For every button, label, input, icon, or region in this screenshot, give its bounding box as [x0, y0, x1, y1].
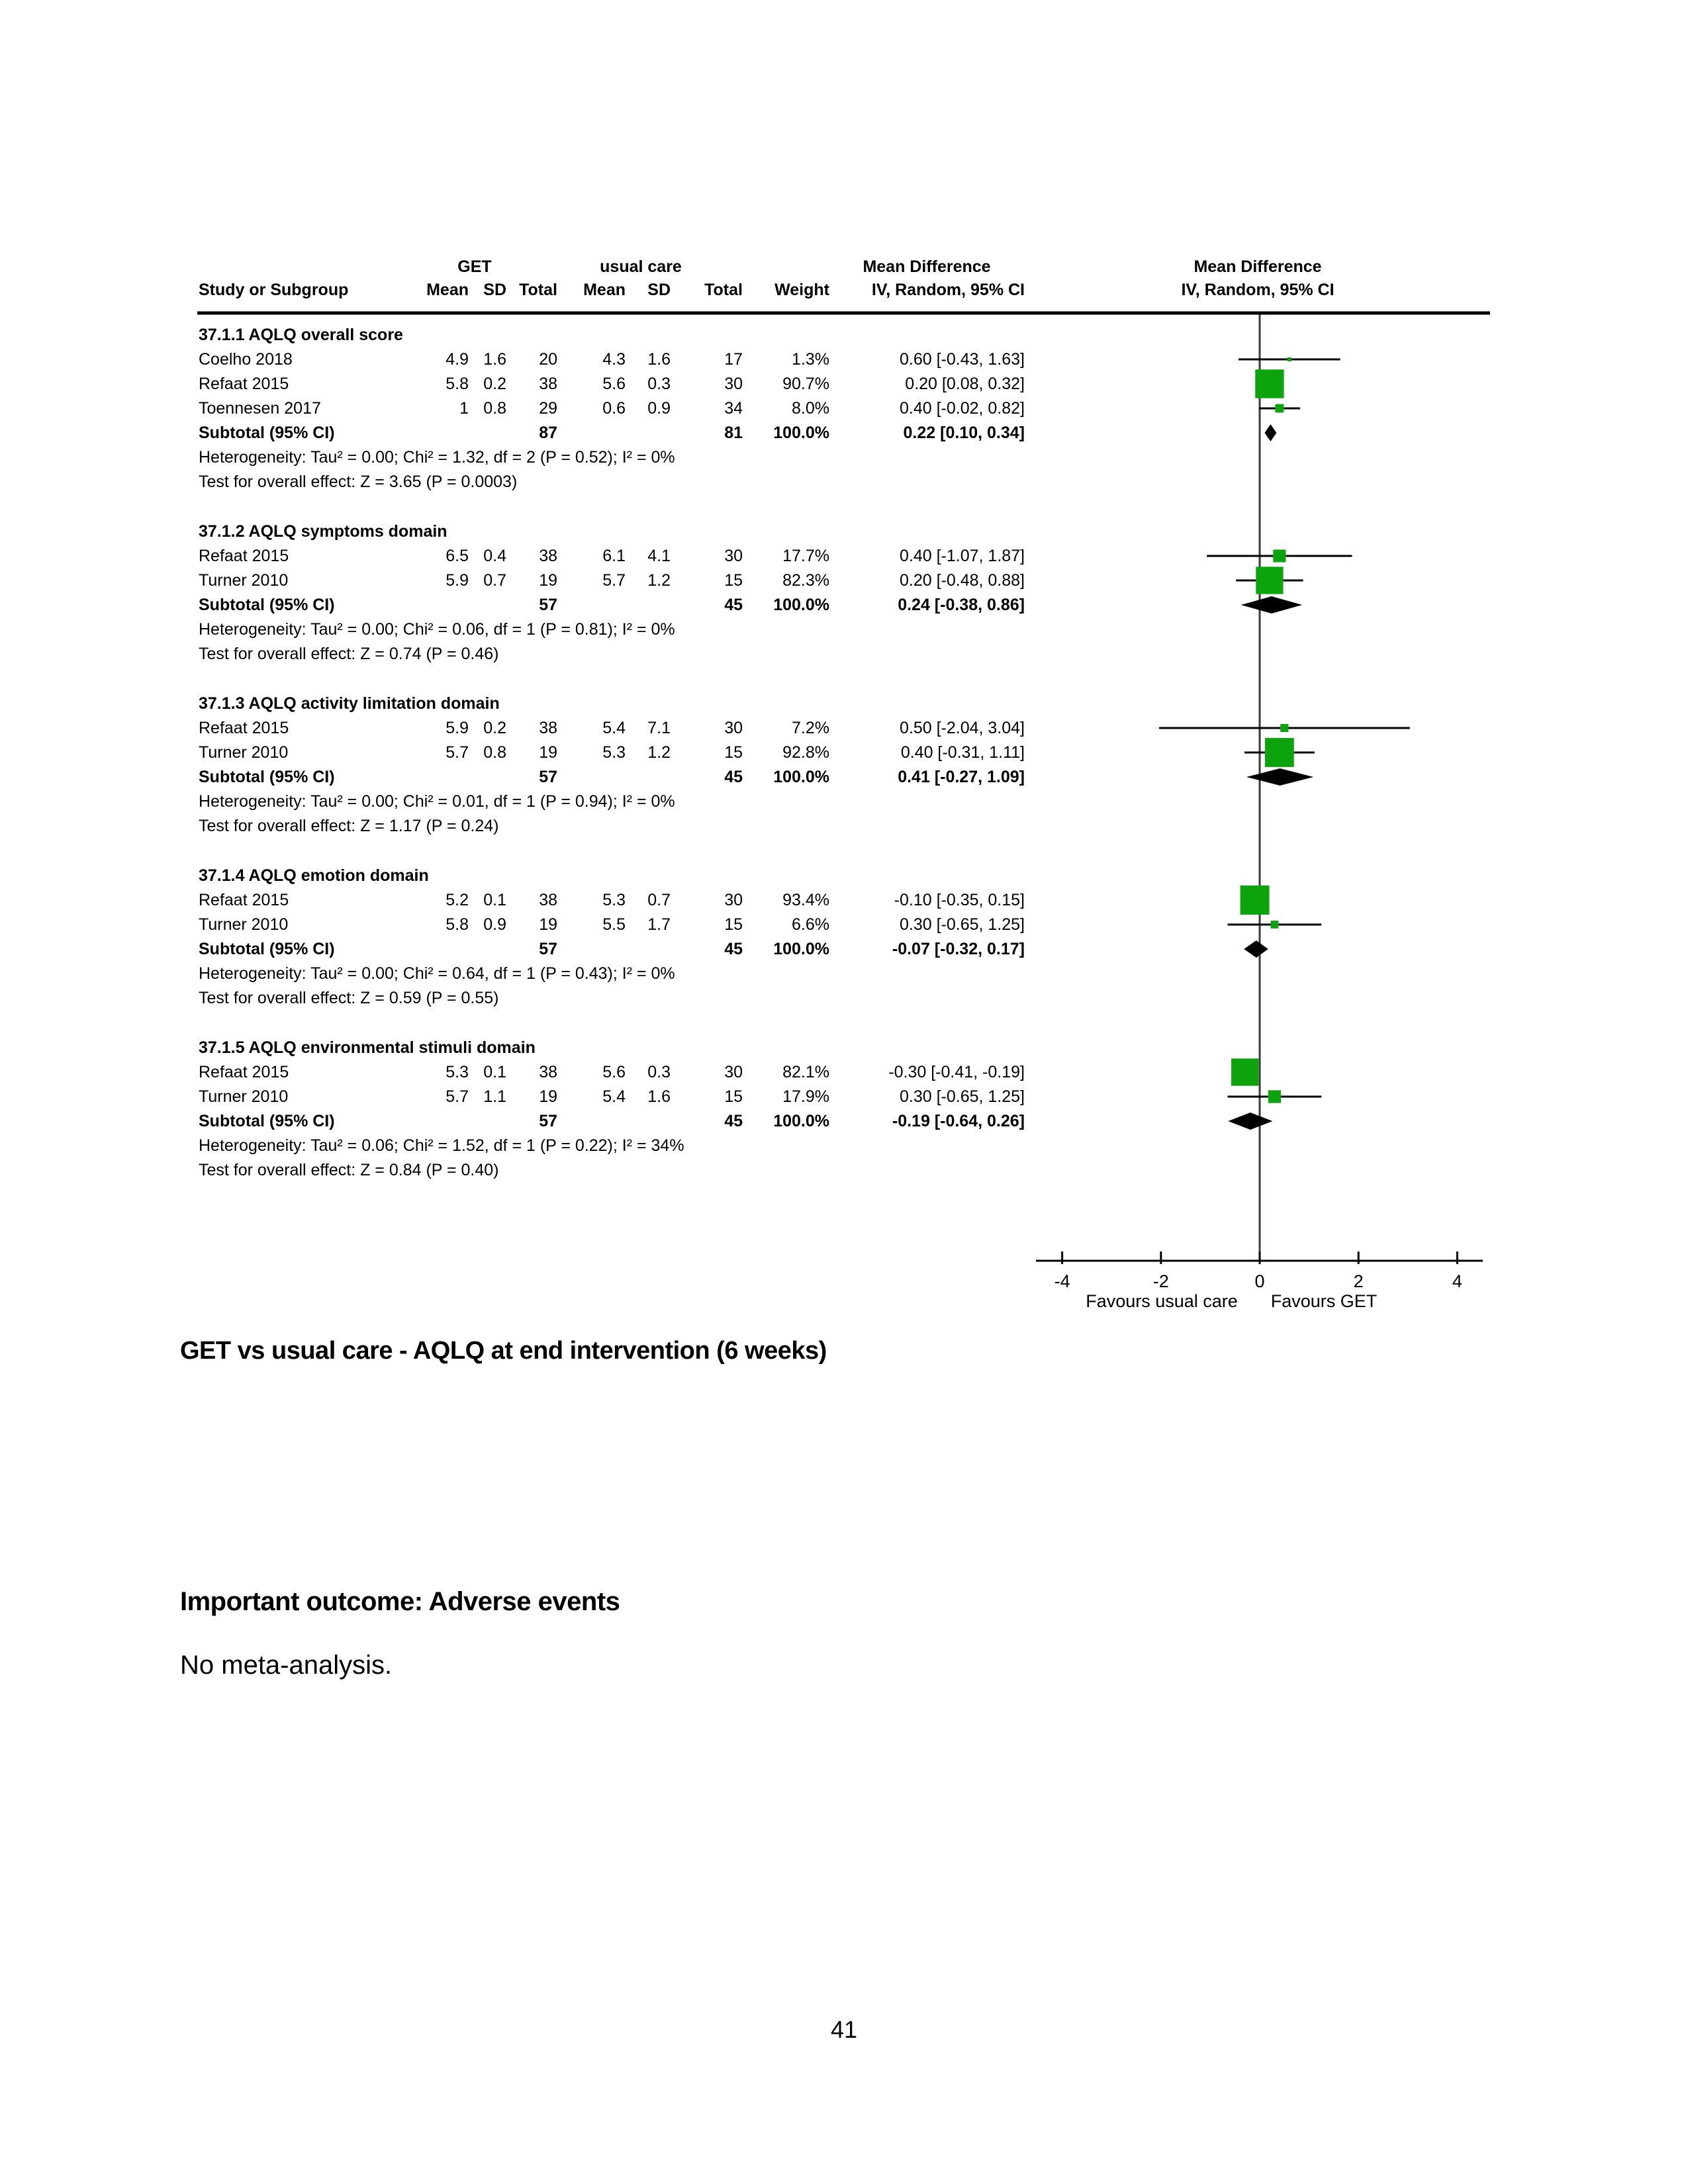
header-ci-text: IV, Random, 95% CI: [871, 281, 1025, 299]
subtotal-weight: 100.0%: [773, 596, 829, 614]
header-mean1: Mean: [426, 281, 469, 299]
study-square: [1273, 549, 1286, 562]
header-total2: Total: [704, 281, 743, 299]
study-sd1: 0.4: [483, 547, 506, 565]
subtotal-weight: 100.0%: [773, 424, 829, 442]
study-weight: 93.4%: [782, 891, 829, 909]
study-sd2: 1.7: [647, 915, 671, 934]
study-total2: 15: [724, 571, 743, 590]
study-mean2: 5.7: [602, 571, 626, 590]
x-axis-tick-label: 4: [1452, 1271, 1462, 1291]
study-total2: 30: [724, 891, 743, 909]
study-sd2: 0.9: [647, 399, 671, 418]
study-total1: 19: [539, 915, 557, 934]
x-axis-tick-label: 2: [1353, 1271, 1364, 1291]
body-text: No meta-analysis.: [180, 1651, 393, 1680]
subtotal-total1: 87: [539, 424, 557, 442]
subtotal-effect-label: 0.41 [-0.27, 1.09]: [898, 768, 1025, 786]
study-mean2: 5.3: [602, 743, 626, 762]
study-sd1: 1.1: [483, 1087, 506, 1106]
header-weight: Weight: [774, 281, 829, 299]
subtotal-label: Subtotal (95% CI): [199, 596, 335, 614]
study-name: Refaat 2015: [199, 375, 289, 393]
subtotal-total2: 45: [724, 768, 743, 786]
subtotal-diamond: [1241, 596, 1303, 614]
study-mean1: 5.7: [445, 743, 469, 762]
study-total1: 19: [539, 1087, 557, 1106]
page-number: 41: [830, 2016, 858, 2043]
study-sd2: 0.3: [647, 375, 671, 393]
figure-caption: GET vs usual care - AQLQ at end intervention (6 weeks): [180, 1337, 827, 1365]
header-effect-text: Mean Difference: [863, 257, 991, 276]
header-mean2: Mean: [583, 281, 626, 299]
subtotal-effect-label: 0.22 [0.10, 0.34]: [903, 424, 1025, 442]
subtotal-label: Subtotal (95% CI): [199, 424, 335, 442]
study-square: [1275, 404, 1284, 413]
study-square: [1288, 357, 1291, 361]
study-mean2: 5.5: [602, 915, 626, 934]
study-square: [1256, 567, 1283, 594]
subtotal-effect-label: -0.19 [-0.64, 0.26]: [892, 1112, 1025, 1130]
study-sd1: 0.8: [483, 399, 506, 418]
subtotal-diamond: [1244, 940, 1268, 958]
subgroup-title: 37.1.1 AQLQ overall score: [199, 326, 403, 344]
study-mean1: 5.7: [445, 1087, 469, 1106]
study-effect-label: 0.40 [-0.31, 1.11]: [900, 743, 1025, 762]
study-name: Refaat 2015: [199, 891, 289, 909]
study-name: Refaat 2015: [199, 547, 289, 565]
study-mean2: 4.3: [602, 350, 626, 369]
study-mean1: 5.3: [445, 1063, 469, 1081]
heterogeneity-text: Heterogeneity: Tau² = 0.00; Chi² = 1.32, df = 2 (P = 0.52); I² = 0%: [199, 448, 675, 467]
favours-left-label: Favours usual care: [1086, 1291, 1238, 1311]
study-effect-label: 0.40 [-0.02, 0.82]: [899, 399, 1025, 418]
overall-effect-text: Test for overall effect: Z = 0.59 (P = 0.55): [199, 989, 499, 1007]
subtotal-total2: 45: [724, 940, 743, 958]
study-total2: 15: [724, 743, 743, 762]
header-sd1: SD: [483, 281, 506, 299]
subtotal-label: Subtotal (95% CI): [199, 1112, 335, 1130]
study-sd2: 1.6: [647, 1087, 671, 1106]
header-effect-plot: Mean Difference: [1194, 257, 1322, 276]
subtotal-total2: 45: [724, 596, 743, 614]
study-weight: 1.3%: [792, 350, 829, 369]
study-total2: 34: [724, 399, 743, 418]
study-total1: 29: [539, 399, 557, 418]
study-mean2: 5.6: [602, 1063, 626, 1081]
study-total2: 30: [724, 547, 743, 565]
subtotal-total2: 81: [724, 424, 743, 442]
study-total1: 38: [539, 719, 557, 737]
study-mean2: 0.6: [602, 399, 626, 418]
header-total1: Total: [519, 281, 557, 299]
study-weight: 8.0%: [792, 399, 829, 418]
header-sd2: SD: [647, 281, 671, 299]
subtotal-total1: 57: [539, 940, 557, 958]
study-name: Coelho 2018: [199, 350, 293, 369]
study-mean1: 1: [459, 399, 469, 418]
study-name: Refaat 2015: [199, 1063, 289, 1081]
study-sd2: 0.7: [647, 891, 671, 909]
study-total1: 38: [539, 547, 557, 565]
study-square: [1255, 369, 1284, 398]
header-ci-plot: IV, Random, 95% CI: [1181, 281, 1335, 299]
x-axis-tick-label: -4: [1054, 1271, 1070, 1291]
subtotal-weight: 100.0%: [773, 768, 829, 786]
study-effect-label: 0.60 [-0.43, 1.63]: [899, 350, 1025, 369]
study-name: Toennesen 2017: [199, 399, 321, 418]
study-effect-label: 0.20 [-0.48, 0.88]: [899, 571, 1025, 590]
study-mean2: 5.4: [602, 719, 626, 737]
study-mean2: 6.1: [602, 547, 626, 565]
subgroup-title: 37.1.2 AQLQ symptoms domain: [199, 522, 447, 541]
study-total1: 38: [539, 375, 557, 393]
study-name: Turner 2010: [199, 743, 289, 762]
study-effect-label: 0.50 [-2.04, 3.04]: [899, 719, 1025, 737]
study-name: Turner 2010: [199, 1087, 289, 1106]
header-group1: GET: [457, 257, 492, 276]
study-sd2: 7.1: [647, 719, 671, 737]
study-total2: 15: [724, 915, 743, 934]
study-mean1: 5.9: [445, 719, 469, 737]
study-total1: 20: [539, 350, 557, 369]
study-sd2: 4.1: [647, 547, 671, 565]
heterogeneity-text: Heterogeneity: Tau² = 0.00; Chi² = 0.64, df = 1 (P = 0.43); I² = 0%: [199, 964, 675, 983]
study-name: Refaat 2015: [199, 719, 289, 737]
study-total1: 19: [539, 571, 557, 590]
study-sd2: 0.3: [647, 1063, 671, 1081]
header-study-col: Study or Subgroup: [199, 281, 349, 299]
x-axis-tick-label: -2: [1152, 1271, 1169, 1291]
subtotal-label: Subtotal (95% CI): [199, 768, 335, 786]
study-sd1: 0.1: [483, 1063, 506, 1081]
study-mean1: 5.2: [445, 891, 469, 909]
study-square: [1280, 724, 1288, 732]
study-square: [1268, 1090, 1281, 1103]
study-total2: 15: [724, 1087, 743, 1106]
study-effect-label: -0.10 [-0.35, 0.15]: [894, 891, 1025, 909]
study-sd2: 1.2: [647, 571, 671, 590]
subgroup-title: 37.1.3 AQLQ activity limitation domain: [199, 694, 500, 713]
subgroup-title: 37.1.5 AQLQ environmental stimuli domain: [199, 1038, 536, 1057]
study-weight: 17.9%: [782, 1087, 829, 1106]
overall-effect-text: Test for overall effect: Z = 0.74 (P = 0.46): [199, 645, 499, 663]
heterogeneity-text: Heterogeneity: Tau² = 0.06; Chi² = 1.52, df = 1 (P = 0.22); I² = 34%: [199, 1136, 684, 1155]
study-effect-label: 0.30 [-0.65, 1.25]: [899, 1087, 1025, 1106]
study-sd1: 0.7: [483, 571, 506, 590]
study-effect-label: 0.40 [-1.07, 1.87]: [899, 547, 1025, 565]
study-square: [1271, 921, 1279, 929]
subtotal-total1: 57: [539, 596, 557, 614]
study-weight: 90.7%: [782, 375, 829, 393]
study-mean1: 5.8: [445, 915, 469, 934]
heterogeneity-text: Heterogeneity: Tau² = 0.00; Chi² = 0.06, df = 1 (P = 0.81); I² = 0%: [199, 620, 675, 639]
subtotal-effect-label: -0.07 [-0.32, 0.17]: [892, 940, 1025, 958]
study-effect-label: -0.30 [-0.41, -0.19]: [888, 1063, 1025, 1081]
subgroup-title: 37.1.4 AQLQ emotion domain: [199, 866, 429, 885]
study-sd1: 0.2: [483, 375, 506, 393]
study-weight: 82.3%: [782, 571, 829, 590]
study-mean2: 5.3: [602, 891, 626, 909]
study-sd1: 0.8: [483, 743, 506, 762]
study-weight: 92.8%: [782, 743, 829, 762]
outcome-heading: Important outcome: Adverse events: [180, 1587, 620, 1616]
subtotal-effect-label: 0.24 [-0.38, 0.86]: [898, 596, 1025, 614]
study-total2: 30: [724, 375, 743, 393]
x-axis-tick-label: 0: [1254, 1271, 1265, 1291]
overall-effect-text: Test for overall effect: Z = 0.84 (P = 0.40): [199, 1161, 499, 1179]
study-square: [1231, 1058, 1258, 1085]
study-total1: 38: [539, 891, 557, 909]
study-mean1: 5.9: [445, 571, 469, 590]
study-sd1: 1.6: [483, 350, 506, 369]
subtotal-label: Subtotal (95% CI): [199, 940, 335, 958]
study-name: Turner 2010: [199, 571, 289, 590]
study-effect-label: 0.30 [-0.65, 1.25]: [899, 915, 1025, 934]
study-mean1: 5.8: [445, 375, 469, 393]
study-weight: 82.1%: [782, 1063, 829, 1081]
study-weight: 7.2%: [792, 719, 829, 737]
subtotal-diamond: [1228, 1113, 1272, 1130]
study-total2: 30: [724, 719, 743, 737]
overall-effect-text: Test for overall effect: Z = 3.65 (P = 0.0003): [199, 473, 518, 491]
subtotal-total2: 45: [724, 1112, 743, 1130]
study-total2: 17: [724, 350, 743, 369]
study-total1: 38: [539, 1063, 557, 1081]
study-total1: 19: [539, 743, 557, 762]
study-mean2: 5.6: [602, 375, 626, 393]
header-group2: usual care: [600, 257, 682, 276]
study-sd1: 0.9: [483, 915, 506, 934]
subtotal-total1: 57: [539, 768, 557, 786]
study-square: [1241, 886, 1270, 915]
study-sd2: 1.6: [647, 350, 671, 369]
study-mean2: 5.4: [602, 1087, 626, 1106]
study-total2: 30: [724, 1063, 743, 1081]
study-square: [1265, 738, 1294, 767]
favours-right-label: Favours GET: [1270, 1291, 1378, 1311]
study-mean1: 6.5: [445, 547, 469, 565]
study-weight: 6.6%: [792, 915, 829, 934]
overall-effect-text: Test for overall effect: Z = 1.17 (P = 0.24): [199, 817, 499, 835]
study-sd1: 0.1: [483, 891, 506, 909]
study-sd2: 1.2: [647, 743, 671, 762]
study-mean1: 4.9: [445, 350, 469, 369]
subtotal-diamond: [1246, 768, 1313, 786]
study-weight: 17.7%: [782, 547, 829, 565]
heterogeneity-text: Heterogeneity: Tau² = 0.00; Chi² = 0.01, df = 1 (P = 0.94); I² = 0%: [199, 792, 675, 811]
subtotal-weight: 100.0%: [773, 940, 829, 958]
study-name: Turner 2010: [199, 915, 289, 934]
study-sd1: 0.2: [483, 719, 506, 737]
study-effect-label: 0.20 [0.08, 0.32]: [905, 375, 1025, 393]
subtotal-diamond: [1264, 424, 1276, 441]
subtotal-weight: 100.0%: [773, 1112, 829, 1130]
subtotal-total1: 57: [539, 1112, 557, 1130]
